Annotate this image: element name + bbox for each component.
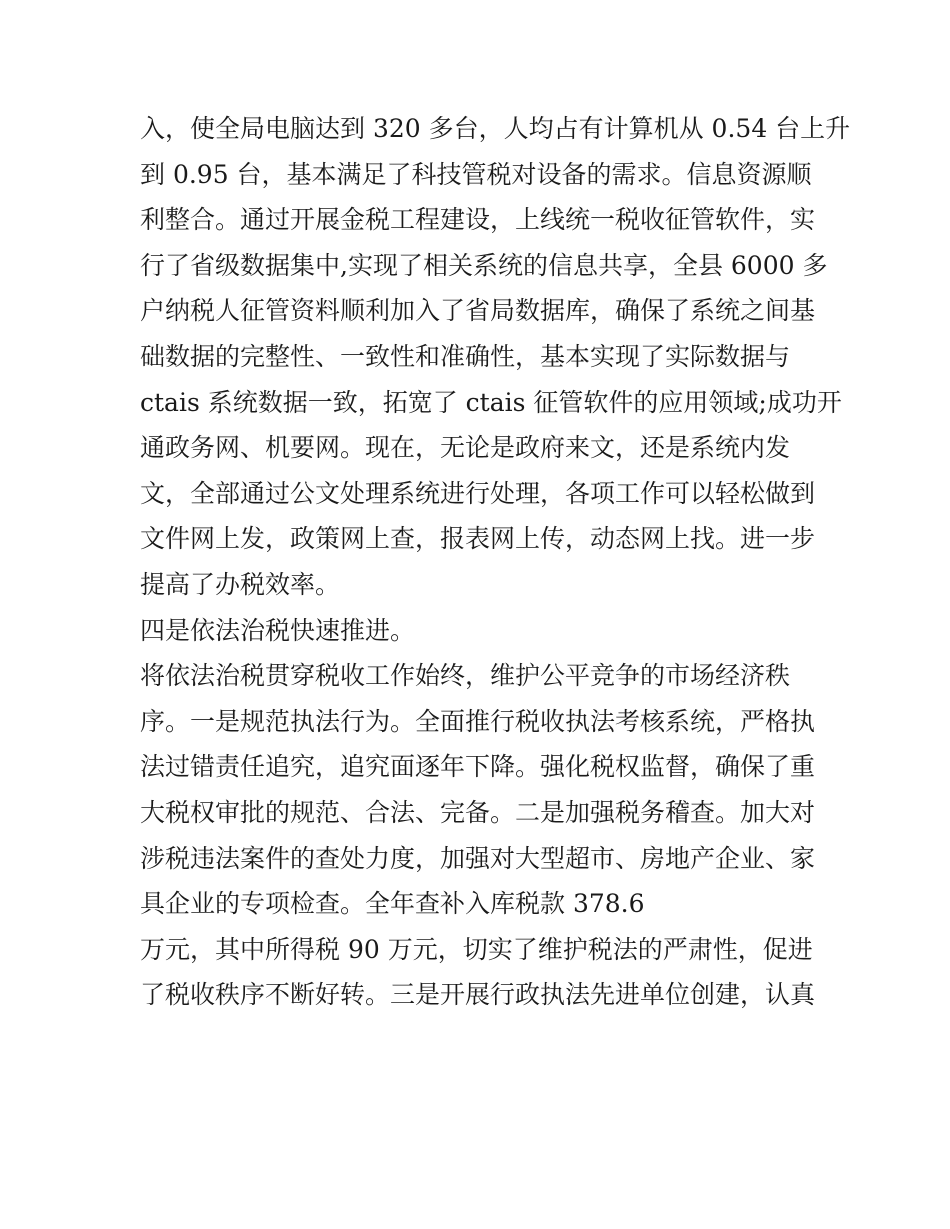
text-line: 文件网上发，政策网上查，报表网上传，动态网上找。进一步 [140, 524, 816, 554]
text-line: 具企业的专项检查。全年查补入库税款 378.6 [140, 889, 645, 919]
text-line: 行了省级数据集中,实现了相关系统的信息共享，全县 6000 多 [140, 250, 828, 280]
text-line: 到 0.95 台，基本满足了科技管税对设备的需求。信息资源顺 [140, 159, 812, 189]
text-line: 了税收秩序不断好转。三是开展行政执法先进单位创建，认真 [140, 980, 816, 1010]
text-line: 提高了办税效率。 [140, 569, 341, 599]
text-line: ctais 系统数据一致，拓宽了 ctais 征管软件的应用领域;成功开 [140, 387, 842, 417]
text-line: 大税权审批的规范、合法、完备。二是加强税务稽查。加大对 [140, 797, 816, 827]
text-line: 法过错责任追究，追究面逐年下降。强化税权监督，确保了重 [140, 752, 816, 782]
text-line: 涉税违法案件的查处力度，加强对大型超市、房地产企业、家 [140, 843, 816, 873]
text-line: 序。一是规范执法行为。全面推行税收执法考核系统，严格执 [140, 706, 816, 736]
body-text [140, 106, 851, 1018]
text-line: 万元，其中所得税 90 万元，切实了维护税法的严肃性，促进 [140, 934, 813, 964]
text-line: 利整合。通过开展金税工程建设，上线统一税收征管软件，实 [140, 205, 816, 235]
text-line: 础数据的完整性、一致性和准确性，基本实现了实际数据与 [140, 341, 791, 371]
text-line: 文，全部通过公文处理系统进行处理，各项工作可以轻松做到 [140, 478, 816, 508]
text-line: 入，使全局电脑达到 320 多台，人均占有计算机从 0.54 台上升 [140, 114, 851, 143]
text-line: 通政务网、机要网。现在，无论是政府来文，还是系统内发 [140, 433, 791, 463]
text-line: 将依法治税贯穿税收工作始终，维护公平竞争的市场经济秩 [140, 661, 791, 691]
text-line: 户纳税人征管资料顺利加入了省局数据库，确保了系统之间基 [140, 296, 816, 326]
section-heading: 四是依法治税快速推进。 [140, 615, 416, 645]
